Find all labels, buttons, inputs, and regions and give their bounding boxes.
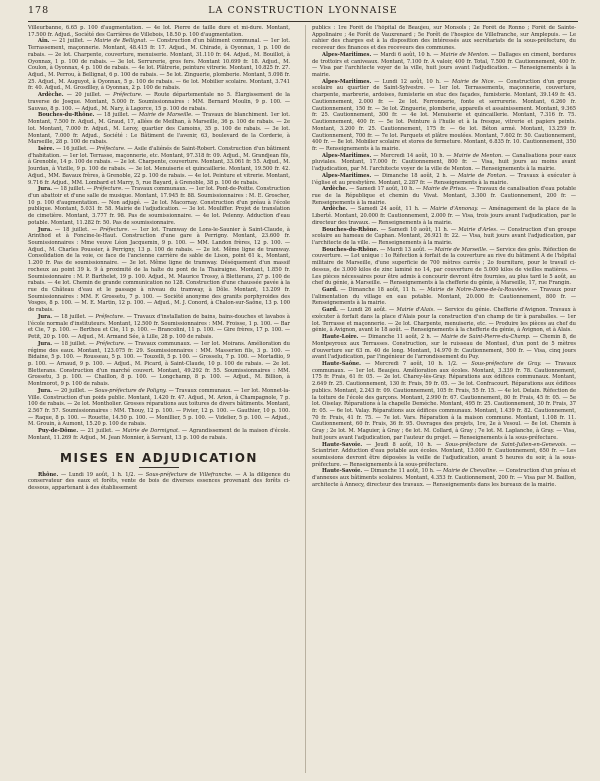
notice-text: — Travaux communaux. — 1er lot. Moirans. Amélioration du régime des eaux. Montant, 123.075 fr. 29. Soumissionnaires : MM. Masserien fils, 3 p. 100. — Bidaine, 5 p. 100. — Rousseau, 5 p. 100. — Touzelli, 5 p. 100. — Grosselu, 7 p. 100. — Mortadiio, 9 p. 100. — Arnaud, 9 p. 100. — Adjud., M. Picard, à Saint-Claude, 10 p. 100 de rabais. — 2e lot. Bletterans. Construction d'un marché couvert. Montant, 49.292 fr. 55. Soumissionnaires : MM. Grossetu, 3 p. 100. — Chaillon, 8 p. 100. — Longchamp, 8 p. 100. — Adjud., M. Billion, à Montmorot, 9 p. 100 de rabais.	[28, 340, 290, 388]
authority-name: Mairie de Menton.	[453, 152, 503, 159]
notice-text: — Dallages en ciment, bordures de trottoirs et caniveaux. Montant, 7.100 fr. A valoir, 400 fr. Total, 7.500 fr. Cautionnement, 400 fr. — Visa par l'architecte voyer de la ville, huit jours avant l'adjudication. — Renseignements à la mairie.	[312, 51, 576, 79]
notice-paragraph	[312, 186, 576, 206]
authority-name: Préfecture.	[96, 145, 126, 152]
notice-text: — Route départementale no 5. Élargissement de la traverse de Josque. Montant, 5.000 fr. Soumissionnaires : MM. Bernard Moulin, 9 p. 100. — Sauvao, 8 p. 100. — Adjud., M. Nary, à Lagorce, 15 p. 100 de rabais.	[28, 92, 290, 112]
notice-text: — Travaux de canalisation d'eau potable rue de la République et chemin du Vivat. Montant, 3.300 fr. Cautionnement, 200 fr. — Renseignements à la mairie.	[312, 186, 576, 206]
date-text: — Jeudi 8 août, 10 h. —	[362, 441, 446, 448]
authority-name: Préfecture.	[95, 313, 125, 320]
notice-paragraph	[312, 247, 576, 287]
date-text: — 18 juillet. —	[52, 340, 97, 347]
notice-text: — Travaux pour l'alimentation du village en eau potable. Montant, 20.000 fr. Cautionnement, 800 fr. — Renseignements à la mairie.	[312, 287, 576, 307]
authority-name: Mairie de Privas.	[422, 186, 468, 193]
region-heading: Ardèche.	[322, 206, 348, 213]
region-heading: Bouches-du-Rhône.	[38, 112, 95, 119]
date-text: — 16 juillet. —	[54, 145, 97, 152]
notice-paragraph	[28, 227, 290, 314]
region-heading: Alpes-Maritimes.	[322, 172, 372, 179]
date-text: — Mercredi 14 août, 10 h. —	[371, 152, 454, 159]
authority-name: Mairie d'Annonay.	[430, 206, 479, 213]
notice-paragraph	[28, 186, 290, 226]
notice-text: — Travaux communaux. — 1er lot. Pont-de-Poitte. Construction d'un abattoir et d'une salle de musique. Montant, 17.945 fr. 88. Soumissionnaires : M. E. Groscher, 10 p. 100 d'augmentation. — Non adjugé. — 2e lot. Macornay. Construction d'un préau à l'école publique. Montant, 5.031 fr. 58. Mairie de l'adjudication. — 3e lot. Mouliffer. Projet de translation de cimetière. Montant, 3.777 fr. 98. Pas de soumissionnaire. — 4e lot. Pelenny. Adduction d'eau potable. Montant, 11.282 fr. 50. Pas de soumissionnaire.	[28, 186, 290, 226]
authority-name: Mairie de Chevaline.	[443, 468, 498, 475]
date-text: — Samedi 24 août, 11 h. —	[347, 206, 431, 213]
authority-name: Mairie de Marseille.	[434, 246, 488, 253]
notice-text: — Service du génie. Chefferie d'Avignon. Travaux à exécuter à forfait dans la place d'Alais pour la construction d'un champ de tir à paraballes. — 1er lot. Terrasse et maçonnerie. — 2e lot. Charpente, menuiserie, etc. — Produire les pièces au chef du génie, à Avignon, avant le 18 août. — Renseignements à la chefferie du génie, à Avignon, et à Alais.	[312, 307, 576, 334]
notice-paragraph	[28, 341, 290, 388]
region-heading: Jura.	[38, 313, 52, 320]
region-heading: Bouches-du-Rhône.	[322, 226, 379, 233]
notice-paragraph	[28, 472, 290, 492]
notice-text: — A la diligence du conservateur des eaux et forêts, vente de bois de diverses essences provenant des forêts ci-dessous, appartenant à des établissement	[28, 471, 290, 491]
notice-paragraph	[312, 25, 576, 52]
notice-text: — Service des grès. Réfection de couverture. — Lot unique : 1o Réfection à forfait de la couverture au rive du bâtiment A de l'hôpital militaire de Marseille, d'une superficie de 700 mètres carrés ; 2o fourniture, pour le travail ci-dessus, de 3.000 kilos de zinc laminé no 14, par couverture de 5.000 kilos de vieilles matières. — Les pièces nécessaires pour être admis à concourir devront être fournies, au plus tard le 5 août, au chef du génie, à Marseille. — Renseignements à la chefferie du génie, à Marseille, 17, rue Frangin.	[312, 246, 576, 287]
notice-text: — Chemin 8, de Montpeyroux aux Terrasses. Construction, sur le ruisseau de Montuel, d'un pont de 5 mètres d'ouverture sur 63 m. 40 de long. Montant, 14.970 fr. Cautionnement, 500 fr. — Visa, cinq jours avant l'adjudication, par l'ingénieur de l'arrondissement du Puy.	[312, 334, 576, 361]
authority-name: Préfecture.	[93, 186, 123, 193]
region-heading: Alpes-Maritimes.	[322, 78, 372, 85]
date-text: — 20 juillet. —	[52, 387, 95, 394]
notice-paragraph	[28, 38, 290, 92]
region-heading: Rhône.	[38, 471, 59, 478]
date-text: — 18 juillet. —	[94, 112, 139, 119]
authority-name: Sous-préfecture de Gray.	[471, 360, 542, 367]
region-heading: Gard.	[322, 287, 338, 294]
notice-text: — Construction d'un groupe scolaire au hameau de Caphan. Montant, 26.921 fr. 22. — Visa, huit jours avant l'adjudication, par l'architecte de la ville. — Renseignements à la mairie.	[312, 226, 576, 246]
region-heading: Haute-Saône.	[322, 360, 361, 367]
notice-paragraph	[312, 334, 576, 361]
notice-text: — Construction d'un bâtiment communal. — 1er lot. Terrassement, maçonnerie. Montant, 48.415 fr. 17. Adjud., M. Chirade, à Oyonnax, 1 p. 100 de rabais. — 2e lot. Charpente, couverture, menuiserie. Montant, 31.110 fr. 64. Adjud., M. Bouillot, à Oyonnax, 1 p. 100 de rabais. — 3e lot. Serrurerie, gros fers. Montant 10.699 fr. 18. Adjud., M. Coulon, à Oyonnax, 4 p. 100 de rabais. — 4e lot. Plâtrerie, peinture vitrerie. Montant, 10.825 fr. 27. Adjud., M. Perrou, à Bellignat, 6 p. 100 de rabais. — 5e lot. Zinguerie, plomberie. Montant, 5.098 fr. 25. Adjud., M. Auguyot, à Oyonnax, 5 p. 100 de rabais. — 6e lot. Mobilier scolaire. Montant, 3.741 fr. 40. Adjud., M. Grosdlley, à Oyonnax, 2 p. 100 de rabais.	[28, 38, 290, 92]
notice-paragraph	[28, 112, 290, 146]
notice-paragraph	[28, 25, 290, 38]
notice-text: Villeurbanne, 6.65 p. 100 d'augmentation. — 4e lot. Pierre de taille dure et mi-dure. Montant, 17.500 fr. Adjud., Société des Carrières de Villebois, 18.50 p. 100 d'augmentation.	[28, 25, 290, 38]
region-heading: Alpes-Maritimes.	[322, 152, 372, 159]
notice-text: — Asile d'aliénés de Saint-Robert. Construction d'un bâtiment d'habitation. — 1er lot. Terrasse, maçonnerie, etc. Montant, 97.318 fr. 09. Adjud., M. Grandjean fils, à Grenoble, 14 p. 100 de rabais. — 2e lot. Charpente, couverture. Montant, 33.061 fr. 55. Adjud., M. Jourdan, à Vizille, 9 p. 100 de rabais. — 3e lot. Menuiserie et quincaillerie. Montant, 19.500 fr. 42. Adjud., MM. Bavaux frères, à Grenoble, 22 p. 100 de rabais. — 4e lot. Peinture et vitrerie. Montant, 9.716 fr. Adjud., MM. Lombard et Marry, 5, rue Bayard, à Grenoble, 38 p. 100 de rabais.	[28, 145, 290, 186]
notice-paragraph	[312, 227, 576, 247]
notice-paragraph	[312, 153, 576, 173]
date-text: — 18 juillet. —	[52, 186, 94, 193]
notice-paragraph	[312, 52, 576, 79]
date-text: — Dimanche 11 août, 2 h. —	[358, 334, 441, 341]
region-heading: Jura.	[38, 226, 52, 233]
notice-paragraph	[312, 442, 576, 469]
region-heading: Haute-Loire.	[322, 334, 359, 341]
date-text: — 18 juillet. —	[52, 226, 100, 233]
authority-name: Mairie de Bellignat.	[94, 38, 148, 45]
authority-name: Mairie de Saint-Pierre-du-Champ.	[440, 334, 531, 341]
notice-text: — Aménagement de la place de la Liberté. Montant, 20.000 fr. Cautionnement, 2.000 fr. — Visa, trois jours avant l'adjudication, par le directeur des travaux. — Renseignements à la mairie.	[312, 206, 576, 226]
notice-text: — Construction d'un préau et d'annexes aux bâtiments scolaires. Montant, 4.353 fr. Cautionnement, 200 fr. — Visa par M. Baillon, architecte à Annecy, directeur des travaux. — Renseignements dans les bureaux de la mairie.	[312, 468, 576, 488]
notice-paragraph	[312, 307, 576, 334]
date-text: — Lundi 12 août, 10 h. —	[371, 78, 452, 85]
date-text: — Mardi 13 août. —	[378, 246, 435, 253]
region-heading: Jura.	[38, 387, 52, 394]
date-text: — 18 juillet. —	[52, 313, 96, 320]
region-heading: Bouches-du-Rhône.	[322, 246, 379, 253]
notice-text: — Agrandissement de la maison d'école. Montant, 11.269 fr. Adjud., M. Jean Monnier, à Servant, 13 p. 100 de rabais.	[28, 428, 290, 441]
date-text: — 21 juillet. —	[78, 428, 123, 435]
authority-name: Mairie de Nice.	[451, 78, 496, 85]
date-text: — Dimanche 18 août, 11 h. —	[337, 287, 428, 294]
notice-paragraph	[312, 361, 576, 442]
date-text: — Samedi 10 août, 11 h. —	[378, 226, 459, 233]
date-text: — Dimanche 11 août, 10 h. —	[362, 468, 444, 475]
date-text: — Dimanche 18 août, 2 h. —	[371, 172, 459, 179]
region-heading: Isère.	[38, 145, 55, 152]
authority-name: Mairie d'Alais.	[396, 307, 435, 314]
notice-text: — 1er lot. Tramway de Lons-le-Saunier à Saint-Claude, à Arinthod et à Foncine-le-Haut. Construction d'une gare à Perrigny. Montant, 23.600 fr. Soumissionnaires : Mme veuve Léon Jacquemin, 9 p. 100. — MM. Landon frères, 12 p. 100. — Adjud., M. Charles Poussier, à Perrigny, 13 p. 100 de rabais. — 2e lot. Même ligne de tramway. Consolidation de la voie, ce face de l'ancienne carrière de sable de Lison, point 61 k., Montant, 1.200 fr. Pas de soumissionnaire. — 3e lot. Même ligne de tramway. Déséquement d'un massif rocheux au point 39 k. 9 à proximité de la halte du pont de la Thairaigne. Montant, 1.850 fr. Soumissionnaire : M. P. Barthelet, 19 p. 100. Adjud., M. Maurice Trossy, à Bletterans, 27 p. 100 de rabais. — 4e lot. Chemin de grande communication no 128. Construction d'une chaussée pavée à la rue du Château d'eau et le passage à niveau du tramway, à Dôle. Montant, 13.209 fr. Soumissionnaires : MM. F. Grossetu, 7 p. 100. — Société anonyme des granits porphyroides des Vosges, 8 p. 100. — M. E. Martin, 12 p. 100. — Adjud., M. J. Conord, à Chalon-sur-Saône, 13 p. 100 de rabais.	[28, 226, 290, 314]
notice-paragraph	[28, 428, 290, 441]
right-column	[312, 25, 576, 773]
column-divider	[305, 25, 306, 773]
notice-text: — Travaux communaux. — 1er lot. Monnet-la-Ville. Construction d'un poids public. Montant, 1.420 fr. 47. Adjud., M. Arion, à Champagnole, 7 p. 100 de rabais. — 2e lot. Montholier. Grosses réparations aux toitures de divers bâtiments. Montant, 2.567 fr. 57. Soumissionnaires : MM. Thouy, 12 p. 100. — Pivier, 12 p. 100. — Gauthier, 10 p. 100. — Raque, 8 p. 100. — Rouette, 14.50 p. 100. — Monillier, 5 p. 100. — Videlier, 5 p. 100. — Adjud., M. Grouin, à Aumont, 15.20 p. 100 de rabais.	[28, 387, 290, 428]
region-heading: Jura.	[38, 186, 52, 193]
region-heading: Jura.	[38, 340, 52, 347]
notice-text: publics : 1re Forêt de l'hôpital de Beaujeu, sur Monsols ; 2e Forêt de Ronno ; Forêt de Sainte-Appolinaire ; 4e Forêt de Vauxrenard ; 5e Forêt de l'hospice de Villefranche, sur Amplepuis. — Le cahier des charges est à la disposition des intéressés aux secrétariats de la sous-préfecture, du receveur des finances et des receveurs des communes.	[312, 25, 576, 52]
authority-name: Mairie de Marseille.	[138, 112, 193, 119]
notice-text: — Canalisations pour eaux pluviales. Montant, 17.000 fr. Cautionnement, 800 fr. — Visa, huit jours au moins avant l'adjudication, par M. l'architecte voyer de la ville de Menton. — Renseignements à la mairie.	[312, 152, 576, 173]
notice-text: — Travaux de blanchiment. 1er lot. Montant, 7.500 fr. Adjud., M. Graud, 17, allées de Meilhan, à Marseille, 36 p. 100 de rabais. — 2e lot. Montant, 7.000 fr. Adjud., M. Leroy, quartier des Camoins, 35 p. 100 de rabais. — 3e lot. Montant, 7.000 fr. Adjud., Société : Le Bâtiment de l'avenir, 63, boulevard de la Corderie, à Marseille, 28 p. 100 de rabais.	[28, 112, 290, 146]
authority-name: Préfecture.	[99, 226, 130, 233]
left-column	[28, 25, 290, 773]
authority-name: Mairie de Dormignat.	[122, 428, 180, 435]
header-rule	[28, 21, 578, 22]
authority-name: Mairie de Menton.	[440, 51, 490, 58]
date-text: — Mercredi 7 août, 10 h. 1/2. —	[360, 360, 472, 367]
date-text: — 20 juillet. —	[63, 92, 114, 99]
authority-name: Sous-préfecture de Poligny.	[94, 387, 167, 394]
notice-paragraph	[312, 79, 576, 153]
page-header	[28, 5, 578, 19]
date-text: — 21 juillet. —	[49, 38, 95, 45]
running-title: LA CONSTRUCTION LYONNAISE	[208, 5, 398, 16]
notice-text: — Travaux communaux. — 1er lot. Beaujeu. Amélioration aux écoles. Montant, 3.339 fr. 78. Cautionnement, 175 fr. Frais, 61 fr. 05. — 2e lot. Charey-lès-Gray. Réparations aux édifices communaux. Montant, 2.649 fr. 25. Cautionnement, 130 fr. Frais, 59 fr. 05. — 3e lot. Confracourt. Réparations aux édifices publics. Montant, 2.243 fr. 09. Cautionnement, 105 fr. Frais, 55 fr. 15. — 4e lot. Delain. Réfection de la toiture de l'école des garçons. Montant, 2.990 fr. 67. Cautionnement, 80 fr. Frais, 45 fr. 05. — 5e lot. Oiselay. Réparations à la chapelle Deméche. Montant, 495 fr. 25. Cautionnement, 30 fr. Frais, 37 fr. 05. — 6e lot. Valay. Réparations aux édifices communaux. Montant, 1.439 fr. 82. Cautionnement, 70 fr. Frais, 41 fr. 75. — 7e lot. Vars. Réparation à la maison commune. Montant, 1.108 fr. 11. Cautionnement, 60 fr. Frais, 36 fr. 95. Ouvrages des projets, 1re, 2e à Vesoul. — 8e lot. Chemin à Gray ; 2e lot. M. Maguier, à Gray ; 6e lot. M. Collard, à Gray ; 7e lot. M. Laplanche, à Gray. — Visa, huit jours avant l'adjudication, par l'auteur du projet. — Renseignements à la sous-préfecture.	[312, 360, 576, 441]
authority-name: Préfecture.	[96, 340, 126, 347]
authority-name: Sous-préfecture de Villefranche.	[145, 471, 233, 478]
region-heading: Ardèche.	[322, 186, 348, 193]
authority-name: Mairie d'Arles.	[458, 226, 498, 233]
notice-paragraph	[312, 173, 576, 186]
notice-paragraph	[312, 468, 576, 488]
notice-paragraph	[312, 206, 576, 226]
authority-name: Sous-préfecture de Saint-Julien-en-Genevois.	[445, 441, 567, 448]
section-title: MISES EN ADJUDICATION	[60, 450, 258, 465]
notice-paragraph	[28, 92, 290, 112]
authority-name: Mairie de Fontan.	[458, 172, 507, 179]
region-heading: Haute-Savoie.	[322, 468, 363, 475]
region-heading: Ain.	[38, 38, 50, 45]
page-number: 178	[28, 5, 50, 16]
region-heading: Haute-Savoie.	[322, 441, 363, 448]
date-text: — Lundi 19 août, 1 h. 1/2. —	[58, 471, 146, 478]
notice-text: — Sciantrier. Adduction d'eau potable aux écoles. Montant, 13.000 fr. Cautionnement, 650 fr. — Les soumissions devront être déposées la veille de l'adjudication, avant 5 heures du soir, à la sous-préfecture. — Renseignements à la sous-préfecture.	[312, 441, 576, 468]
notice-text: — Travaux d'installation de bains, bains-douches et lavabos à l'école normale d'instituteurs. Montant, 12.500 fr. Soumissionnaires : MM. Froisse, 1 p. 100. — Bar et Cie, 7 p. 100. — Berthou et Cie, 11 p. 100. — Brancolini, 11 p. 100. — Gire frères, 17 p. 100. — Petit, 20 p. 100. — Adjud., M. Armand Sée, à Lille, 28 p. 100 de rabais.	[28, 313, 290, 341]
notice-paragraph	[28, 314, 290, 341]
date-text: — Mardi 6 août, 10 h. —	[371, 51, 441, 58]
notice-paragraph	[28, 388, 290, 428]
date-text: — Lundi 26 août. —	[337, 307, 397, 314]
date-text: — Samedi 17 août, 10 h. —	[347, 186, 423, 193]
region-heading: Puy-de-Dôme.	[38, 428, 79, 435]
notice-paragraph	[312, 287, 576, 307]
section-rule	[139, 467, 179, 468]
notice-paragraph	[28, 146, 290, 186]
authority-name: Préfecture.	[113, 92, 143, 99]
notice-text: — Travaux à exécuter à l'église et au presbytère. Montant, 2.287 fr. — Renseignements à la mairie.	[312, 172, 576, 186]
authority-name: Mairie de Notre-Dame-de-la-Rouvière.	[427, 287, 530, 294]
region-heading: Alpes-Maritimes.	[322, 51, 372, 58]
notice-text: — Construction d'un groupe scolaire au quartier de Saint-Sylvestre. — 1er lot. Terrassements, maçonnerie, couverture, charpente, marbrerie, ardoises, fumisterie en stuc des façades, fumisterie. Montant, 39.149 fr. 45. Cautionnement, 2.000 fr. — 2e lot. Ferronnerie, fonte et serrurerie. Montant, 6.260 fr. Cautionnement, 150 fr. — 3e lot. Zinguerie, plomberie, appareils et assainissement. Montant, 9.365 fr. 25. Cautionnement, 300 fr. — 4e lot. Menuiserie et quincaillerie. Montant, 7.316 fr. 75. Cautionnement, 400 fr. — 5e lot. Peinture à l'huile et à la fresque, vitrerie et papiers peints. Montant, 3.200 fr. 25. Cautionnement, 175 fr. — 6e lot. Béton armé. Montant, 13.259 fr. Cautionnement, 700 fr. — 7e lot. Parquets et plâtre moulées. Montant, 7.602 fr. 50. Cautionnement, 400 fr. — 8e lot. Mobilier scolaire et stores de fermeture. Montant, 6.835 fr. 10. Cautionnement, 350 fr. — Renseignements à la mairie.	[312, 78, 576, 152]
region-heading: Gard.	[322, 307, 338, 314]
region-heading: Ardèche.	[38, 92, 64, 99]
